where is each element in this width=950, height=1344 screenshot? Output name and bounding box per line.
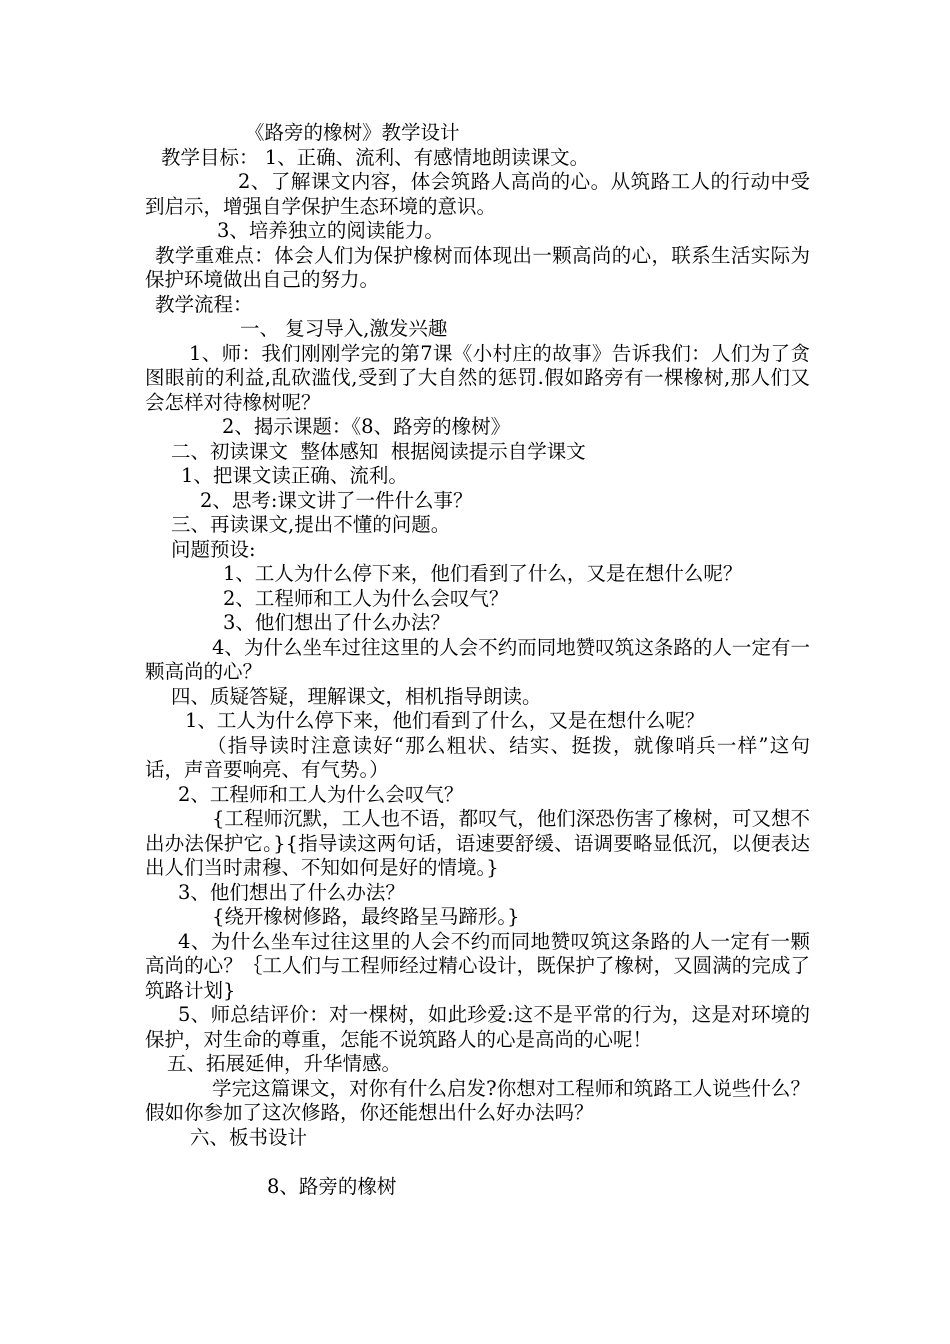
objectives-line [145, 146, 810, 171]
objective-1: 1、正确、流利、有感情地朗读课文。 [264, 145, 590, 169]
section-1-title: 一、 复习导入,激发兴趣 [240, 317, 448, 340]
section-5-title: 五、拓展延伸，升华情感。 [167, 1052, 402, 1075]
document-title: 《路旁的橡树》教学设计 [245, 121, 460, 144]
section-2-title: 二、初读课文 整体感知 根据阅读提示自学课文 [171, 439, 586, 463]
answer-4: 4、为什么坐车过往这里的人会不约而同地赞叹筑这条路的人一定有一颗高尚的心？｛工人们与工程师经过精心设计，既保护了橡树，又圆满的完成了筑路计划} [145, 929, 810, 1002]
objectives-label: 教学目标： [161, 145, 259, 169]
answer-5: 5、师总结评价：对一棵树，如此珍爱:这不是平常的行为，这是对环境的保护，对生命的尊重，怎能不说筑路人的心是高尚的心呢！ [145, 1003, 810, 1051]
board-title: 8、路旁的橡树 [267, 1174, 397, 1198]
answer-2-question: 2、工程师和工人为什么会叹气？ [178, 782, 464, 806]
answer-2-note: {工程师沉默，工人也不语，都叹气，他们深恐伤害了橡树，可又想不出办法保护它。}{指导读这两句话，语速要舒缓、语调要略显低沉，以便表达出人们当时肃穆、不知如何是好的情境。} [145, 807, 810, 879]
answer-1-question: 1、工人为什么停下来，他们看到了什么，又是在想什么呢？ [185, 709, 705, 732]
answer-3-question: 3、他们想出了什么办法？ [178, 880, 405, 904]
section-6-title: 六、板书设计 [190, 1125, 308, 1149]
question-2: 2、工程师和工人为什么会叹气？ [223, 586, 509, 610]
flow-label: 教学流程： [155, 292, 253, 316]
section-2-item-1: 1、把课文读正确、流利。 [181, 464, 408, 487]
section-5-text: 学完这篇课文，对你有什么启发?你想对工程师和筑路工人说些什么？假如你参加了这次修路，你还能想出什么好办法吗？ [145, 1076, 810, 1124]
question-4: 4、为什么坐车过往这里的人会不约而同地赞叹筑这条路的人一定有一颗高尚的心？ [145, 635, 810, 683]
answer-1-note: （指导读时注意读好“那么粗状、结实、挺拨，就像哨兵一样”这句话，声音要响亮、有气势。） [145, 733, 810, 781]
question-3: 3、他们想出了什么办法？ [223, 611, 450, 634]
section-1-item-2: 2、揭示课题：《8、路旁的橡树》 [222, 415, 511, 438]
section-3-title: 三、再读课文,提出不懂的问题。 [171, 513, 451, 536]
blank-line [145, 1150, 810, 1175]
objective-3: 3、培养独立的阅读能力。 [217, 219, 444, 242]
section-1-item-1: 1、师：我们刚刚学完的第7课《小村庄的故事》告诉我们：人们为了贪图眼前的利益,乱砍滥伐,受到了大自然的惩罚.假如路旁有一棵橡树,那人们又会怎样对待橡树呢？ [145, 341, 810, 414]
key-points: 教学重难点：体会人们为保护橡树而体现出一颗高尚的心，联系生活实际为保护环境做出自己的努力。 [145, 243, 810, 291]
document-body [145, 121, 810, 1199]
objective-2: 2、了解课文内容，体会筑路人高尚的心。从筑路工人的行动中受到启示，增强自学保护生态环境的意识。 [145, 170, 810, 218]
section-4-title: 四、质疑答疑，理解课文，相机指导朗读。 [171, 684, 542, 708]
answer-3-note: {绕开橡树修路，最终路呈马蹄形。} [212, 905, 520, 928]
section-2-item-2: 2、思考:课文讲了一件什么事？ [200, 488, 473, 512]
questions-label: 问题预设: [171, 537, 256, 561]
question-1: 1、工人为什么停下来，他们看到了什么，又是在想什么呢？ [223, 562, 743, 585]
